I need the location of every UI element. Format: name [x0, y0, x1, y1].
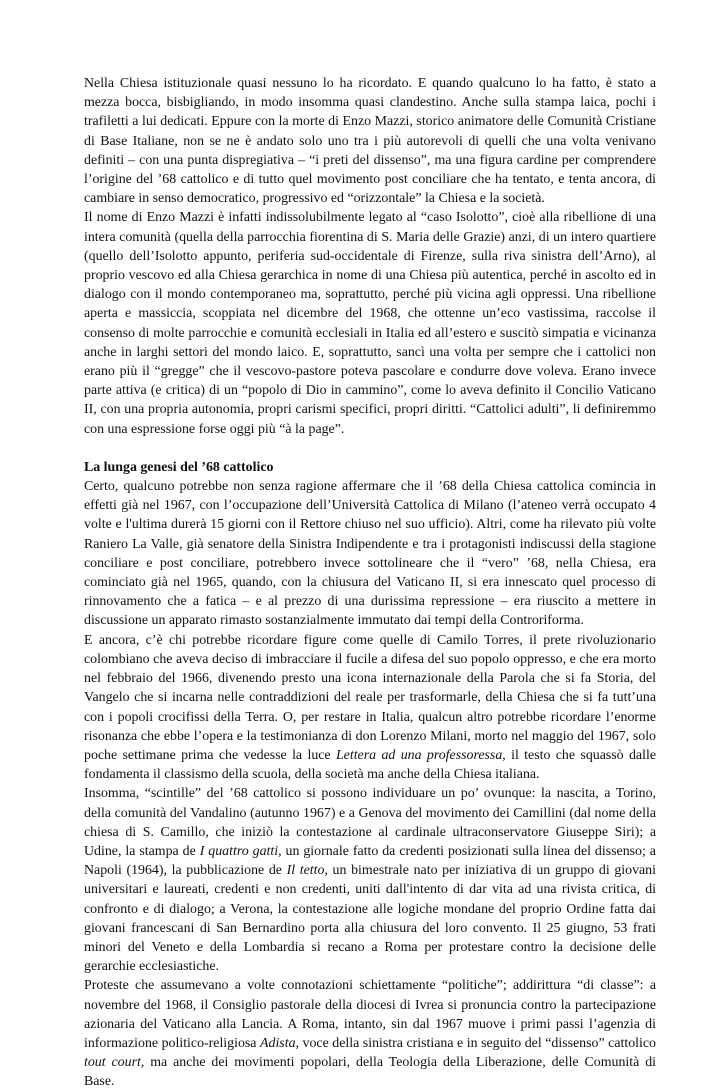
text-span: Proteste che assumevano a volte connotazioni schiettamente “politiche”; addirittura “di classe”: a novembre del 1968, il Consiglio pastorale della diocesi di Ivrea si pronuncia contro la partecipazione azionaria del Vaticano alla Lancia. A Roma, intanto, sin dal 1967 muove i primi passi l’agenzia di informazione politico-religiosa — [84, 978, 656, 1051]
paragraph-intro: Nella Chiesa istituzionale quasi nessuno lo ha ricordato. E quando qualcuno lo ha fatto, è stato a mezza bocca, bisbigliando, in modo insomma quasi clandestino. Anche sulla stampa laica, pochi i trafiletti a lui dedicati. Eppure con la morte di Enzo Mazzi, storico animatore delle Comunità Cristiane di Base Italiane, non se ne è andato solo uno tra i più autorevoli di quelli che una volta venivano definiti – con una punta dispregiativa – “i preti del dissenso”, ma una figura cardine per comprendere l’origine del ’68 cattolico e di tutto quel movimento post conciliare che ha tentato, e tenta ancora, di cambiare in senso democratico, progressivo ed “orizzontale” la Chiesa e la società. — [84, 76, 656, 207]
text-span: E ancora, c’è chi potrebbe ricordare figure come quelle di Camilo Torres, il prete rivoluzionario colombiano che aveva deciso di imbracciare il fucile a difesa del suo popolo oppresso, e che era morto nel febbraio del 1966, divenendo presto una icona internazionale della Parola che si fa Storia, del Vangelo che si incarna nelle contraddizioni del reale per trasformarle, della Chiesa che si fa tutt’una con i popoli crocifissi della Terra. O, per restare in Italia, qualcun altro potrebbe ricordare l’enorme risonanza che ebbe l’opera e la testimonianza di don Lorenzo Milani, morto nel maggio del 1967, solo poche settimane prima che vedesse la luce — [84, 632, 656, 763]
text-span: , un bimestrale nato per iniziativa di un gruppo di giovani universitari e laureati, credenti e non credenti, uniti dall'intento di dar vita ad una rivista critica, di confronto e di dialogo; a Verona, la contestazione alle logiche mondane del proprio Ordine fatta dai giovani francescani di San Bernardino porta alla chiusura del loro convento. Il 25 giugno, 53 frati minori del Veneto e della Lombardia si recano a Roma per protestare contro la decisione delle gerarchie ecclesiastiche. — [84, 863, 656, 975]
paragraph-proteste — [84, 976, 656, 1091]
section-heading: La lunga genesi del ’68 cattolico — [84, 459, 274, 475]
paragraph-torres-milani — [84, 631, 656, 785]
paragraph-isolotto: Il nome di Enzo Mazzi è infatti indissolubilmente legato al “caso Isolotto”, cioè alla ribellione di una intera comunità (quella della parrocchia fiorentina di S. Maria delle Grazie) anzi, di un intero quartiere (quello dell’Isolotto appunto, periferia sud-occidentale di Firenze, sulla riva sinistra dell’Arno), al proprio vescovo ed alla Chiesa gerarchica in nome di una Chiesa più autentica, perché in ascolto ed in dialogo con il mondo contemporaneo ma, soprattutto, perché più vicina agli oppressi. Una ribellione aperta e massiccia, scoppiata nel dicembre del 1968, che ottenne un’eco vastissima, raccolse il consenso di molte parrocchie e comunità ecclesiali in Italia ed all’estero e suscitò simpatia e vicinanza anche in larghi settori del mondo laico. E, soprattutto, sancì una volta per sempre che i cattolici non erano più il “gregge” che il vescovo-pastore poteva pascolare e condurre dove voleva. Erano invece parte attiva (e critica) di un “popolo di Dio in cammino”, come lo aveva definito il Concilio Vaticano II, con una propria autonomia, propri carismi specifici, propri diritti. “Cattolici adulti”, li definiremmo con una espressione forse oggi più “à la page”. — [84, 210, 656, 437]
text-span: , un giornale fatto da credenti posizionati sulla linea del dissenso; a Napoli (1964), la pubblicazione de — [84, 843, 656, 879]
italic-title: Lettera ad una professoressa — [335, 747, 503, 763]
paragraph-genesis: Certo, qualcuno potrebbe non senza ragione affermare che il ’68 della Chiesa cattolica comincia in effetti già nel 1967, con l’occupazione dell’Università Cattolica di Milano (l’ateneo verrà occupato 4 volte e l'ultima durerà 15 giorni con il Rettore chiuso nel suo ufficio). Altri, come ha rilevato più volte Raniero La Valle, già senatore della Sinistra Indipendente e tra i protagonisti indiscussi della stagione conciliare e post conciliare, potrebbero invece sottolineare che il “vero” ’68, nella Chiesa, era cominciato già nel 1965, quando, con la chiusura del Vaticano II, si era innescato quel processo di rinnovamento che a fatica – e al prezzo di una durissima repressione – era riuscito a mettere in discussione un apparato rimasto sostanzialmente immutato dai tempi della Controriforma. — [84, 479, 656, 629]
paragraph-scintille — [84, 784, 656, 976]
text-span: , voce della sinistra cristiana e in seguito del “dissenso” cattolico — [295, 1035, 656, 1051]
text-span: Insomma, “scintille” del ’68 cattolico si possono individuare un po’ ovunque: la nascita, a Torino, della comunità del Vandalino (autunno 1967) e a Genova del movimento dei Camillini (dal nome della chiesa di S. Camillo, che iniziò la contestazione al cardinale ultraconservatore Giuseppe Siri); a Udine, la stampa de — [84, 786, 656, 859]
text-span: , ma anche dei movimenti popolari, della Teologia della Liberazione, delle Comunità di Base. — [84, 1055, 656, 1090]
italic-title: Adista — [260, 1035, 296, 1051]
italic-phrase: tout court — [84, 1055, 141, 1071]
italic-title: I quattro gatti — [199, 843, 279, 859]
italic-title: Il tetto — [286, 863, 325, 879]
document-page — [84, 74, 656, 1092]
text-span: , il testo che squassò dalle fondamenta il classismo della scuola, della società ma anche della Chiesa italiana. — [84, 747, 656, 783]
